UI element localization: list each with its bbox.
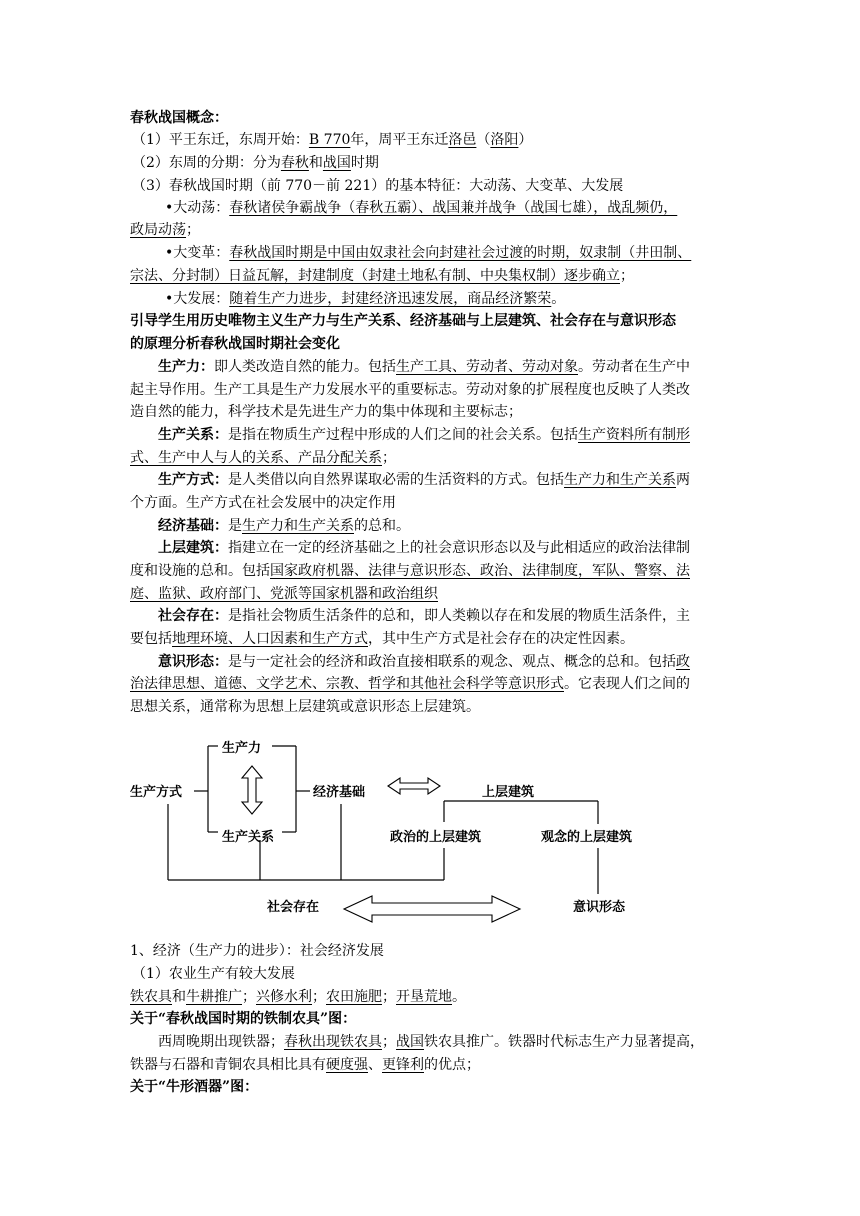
productivity-line-1 [130,357,730,377]
item-2-chunqiu: 春秋 [280,155,309,171]
super-text: 指建立在一定的经济基础之上的社会意识形态以及与此相适应的政治法律制 [228,540,690,556]
diagram-productivity: 生产力 [222,741,262,756]
turmoil-text-2: 政局动荡 [130,222,186,238]
iron-end: 的优点； [424,1057,480,1073]
diagram-mode: 生产方式 [130,785,183,800]
guide-line-2: 的原理分析春秋战国时期社会变化 [130,336,340,352]
productivity-line-3: 造自然的能力，科学技术是先进生产力的集中体现和主要标志； [130,404,522,420]
super-term: 上层建筑： [158,540,228,556]
diagram-base: 经济基础 [313,785,366,800]
iron-line-1 [130,1032,730,1052]
turmoil-line-1 [165,198,730,218]
productivity-term: 生产力： [158,359,214,375]
agri-title: （1）农业生产有较大发展 [132,966,295,982]
base-text-2: 的总和。 [354,518,410,534]
ideology-underlined-2: 治法律思想、道德、文学艺术、宗教、哲学和其他社会科学等意识形式 [130,676,564,692]
existence-underlined: 地理环境、人口因素和生产方式 [172,631,368,647]
iron-line-2 [130,1055,730,1075]
existence-line-1 [130,606,730,626]
ideology-line-2 [130,674,730,694]
relations-underlined-2: 式、生产中人与人的关系、产品分配关系 [130,450,382,466]
item-2-zhanguo: 战国 [322,155,351,171]
mode-line-2: 个方面。生产方式在社会发展中的决定作用 [130,495,396,511]
super-line-2 [130,561,730,581]
ideology-line-1 [130,652,730,672]
super-text-2: 度和设施的总和。包括 [130,563,270,579]
ideology-text-2: 。它表现人们之间的 [564,676,690,692]
mode-line-1 [130,470,730,490]
base-underlined: 生产力和生产关系 [242,518,354,534]
turmoil-line-2 [130,220,730,240]
reform-end: ； [620,268,634,284]
iron-sep-2: 、 [368,1057,382,1073]
agri-sep-d: ； [382,989,396,1005]
iron-text-2: 铁农具推广。铁器时代标志生产力显著提高， [424,1034,704,1050]
agri-reclaim: 开垦荒地 [396,989,452,1005]
concept-diagram [0,730,860,930]
item-2-end: 时期 [350,155,379,171]
ideology-text: 是与一定社会的经济和政治直接相联系的观念、观点、概念的总和。包括 [228,654,676,670]
iron-sharp: 更锋利 [382,1057,424,1073]
super-underlined: 国家政府机器、法律与意识形态、政治、法律制度，军队、警察、法 [270,563,690,579]
relations-text: 是指在物质生产过程中形成的人们之间的社会关系。包括 [228,427,578,443]
mode-term: 生产方式： [158,472,228,488]
double-arrow-top-icon [388,778,440,794]
diagram-ideology: 意识形态 [573,900,626,915]
ideology-line-3: 思想关系，通常称为思想上层建筑或意识形态上层建筑。 [130,699,480,715]
base-term: 经济基础： [158,518,228,534]
diagram-political: 政治的上层建筑 [390,830,482,845]
existence-term: 社会存在： [158,608,228,624]
develop-line [165,289,730,309]
item-1 [132,130,732,150]
section-heading: 春秋战国概念： [130,110,228,126]
iron-text: 西周晚期出现铁器； [158,1034,284,1050]
turmoil-end: ； [186,222,200,238]
mode-text-2: 两 [676,472,690,488]
reform-text-2: 宗法、分封制）日益瓦解，封建制度（封建土地私有制、中央集权制）逐步确立 [130,268,620,284]
item-1-luoyang: 洛阳 [490,132,519,148]
item-1-luoyi: 洛邑 [448,132,477,148]
relations-underlined: 生产资料所有制形 [578,427,690,443]
item-2-text: （2）东周的分期：分为 [132,155,281,171]
section-1-title: 1、经济（生产力的进步）：社会经济发展 [130,943,384,959]
develop-text: 随着生产力进步，封建经济迅速发展，商品经济繁荣 [229,291,552,307]
productivity-line-2: 起主导作用。生产工具是生产力发展水平的重要标志。劳动对象的扩展程度也反映了人类改 [130,382,690,398]
agri-irrigation: 兴修水利 [256,989,312,1005]
super-underlined-2: 庭、监狱、政府部门、党派等国家机器和政治组织 [130,586,438,602]
reform-line-1 [165,243,730,263]
existence-text-2: 要包括 [130,631,172,647]
diagram-superstructure: 上层建筑 [482,785,535,800]
item-2-and: 和 [308,155,323,171]
item-3: （3）春秋战国时期（前 770－前 221）的基本特征：大动荡、大变革、大发展 [132,178,624,194]
productivity-text-2: 。劳动者在生产中 [578,359,690,375]
develop-end: 。 [551,291,566,307]
ideology-term: 意识形态： [158,654,228,670]
item-1-close: ） [518,132,533,148]
productivity-text: 即人类改造自然的能力。包括 [214,359,396,375]
reform-label: •大变革： [165,245,230,261]
agri-sep-a: 和 [172,989,186,1005]
iron-underlined-1: 春秋出现铁农具 [284,1034,382,1050]
iron-hard: 硬度强 [326,1057,368,1073]
iron-title: 关于“春秋战国时期的铁制农具”图： [130,1011,357,1027]
iron-text-3: 铁器与石器和青铜农具相比具有 [130,1057,326,1073]
mode-text: 是人类借以向自然界谋取必需的生活资料的方式。包括 [228,472,564,488]
relations-line-2 [130,448,730,468]
item-1-paren: （ [476,132,491,148]
double-arrow-bottom-icon [344,896,520,922]
relations-term: 生产关系： [158,427,228,443]
productivity-underlined: 生产工具、劳动者、劳动对象 [396,359,578,375]
super-line-1 [130,538,730,558]
agri-fertilize: 农田施肥 [326,989,382,1005]
turmoil-label: •大动荡： [165,200,230,216]
guide-line-1: 引导学生用历史唯物主义生产力与生产关系、经济基础与上层建筑、社会存在与意识形态 [130,313,676,329]
agri-sep-b: ； [242,989,256,1005]
agri-items [130,987,730,1007]
diagram-relations: 生产关系 [222,830,275,845]
base-text: 是 [228,518,242,534]
ox-title: 关于“牛形酒器”图： [130,1079,259,1095]
reform-line-2 [130,266,730,286]
develop-label: •大发展： [165,291,230,307]
double-arrow-vertical-icon [242,766,262,814]
base-line [130,516,730,536]
agri-iron-tools: 铁农具 [130,989,172,1005]
item-2 [132,153,732,173]
iron-underlined-2: 战国 [396,1034,424,1050]
diagram-conceptual: 观念的上层建筑 [541,830,633,845]
relations-line-1 [130,425,730,445]
iron-sep: ； [382,1034,396,1050]
reform-text: 春秋战国时期是中国由奴隶社会向封建社会过渡的时期，奴隶制（井田制、 [229,245,692,261]
mode-underlined: 生产力和生产关系 [564,472,676,488]
existence-text-3: ，其中生产方式是社会存在的决定性因素。 [368,631,634,647]
agri-sep-c: ； [312,989,326,1005]
agri-ox-plough: 牛耕推广 [186,989,242,1005]
relations-end: ； [382,450,396,466]
existence-text: 是指社会物质生活条件的总和，即人类赖以存在和发展的物质生活条件，主 [228,608,690,624]
item-1-text: （1）平王东迁，东周开始： [132,132,309,148]
super-line-3 [130,584,730,604]
diagram-existence: 社会存在 [267,900,320,915]
agri-end: 。 [452,989,466,1005]
item-1-year: B 770 [308,132,351,148]
item-1-mid: 年，周平王东迁 [350,132,449,148]
ideology-underlined: 政 [676,654,690,670]
turmoil-text: 春秋诸侯争霸战争（春秋五霸）、战国兼并战争（战国七雄），战乱频仍， [229,200,678,216]
existence-line-2 [130,629,730,649]
